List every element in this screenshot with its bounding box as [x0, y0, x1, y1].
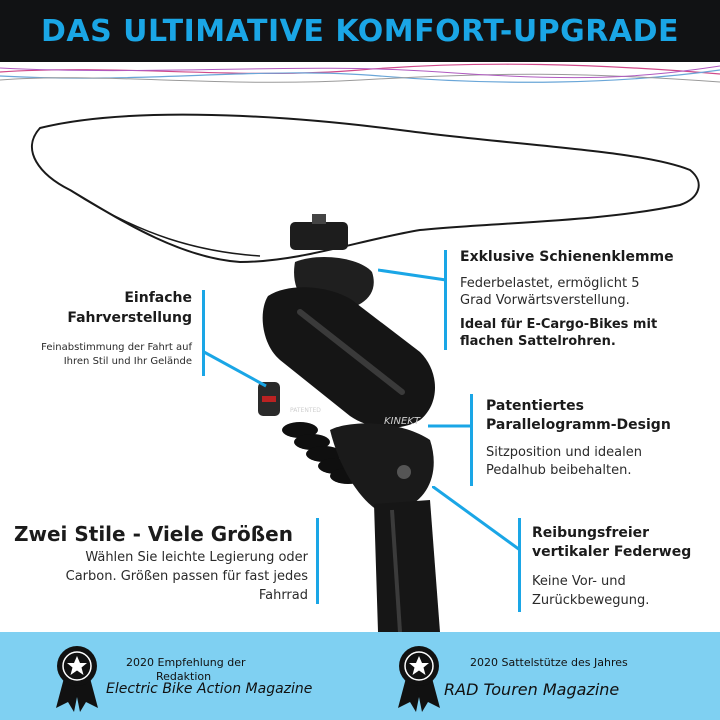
parallelogram-title-2: Parallelogramm-Design [486, 417, 671, 433]
adjust-text-2: Ihren Stil und Ihr Gelände [63, 356, 192, 367]
award-title-line1: 2020 Sattelstütze des Jahres [470, 656, 628, 669]
adjust-text-1: Feinabstimmung der Fahrt auf [41, 342, 192, 353]
clamp-callout-bar [444, 250, 447, 350]
styles-callout-bar [316, 518, 319, 604]
styles-text-2: Carbon. Größen passen für fast jedes [65, 569, 308, 584]
travel-callout-line [432, 486, 522, 556]
page-title: DAS ULTIMATIVE KOMFORT-UPGRADE [40, 14, 680, 49]
award-item [0, 632, 360, 720]
adjust-title-1: Einfache [124, 290, 192, 306]
travel-title-2: vertikaler Federweg [532, 544, 692, 560]
award-magazine: RAD Touren Magazine [444, 680, 620, 699]
clamp-text-4: flachen Sattelrohren. [460, 334, 616, 349]
clamp-text-1: Federbelastet, ermöglicht 5 [460, 276, 640, 291]
travel-title-1: Reibungsfreier [532, 525, 650, 541]
parallelogram-text-1: Sitzposition und idealen [486, 445, 642, 460]
award-medal-icon [54, 642, 100, 712]
clamp-callout-line [378, 266, 448, 286]
travel-text-2: Zurückbewegung. [532, 593, 650, 608]
parallelogram-callout-bar [470, 394, 473, 486]
award-medal-icon [396, 642, 442, 712]
award-title-line2: Redaktion [156, 670, 212, 683]
award-magazine: Electric Bike Action Magazine [106, 681, 313, 697]
styles-text-3: Fahrrad [258, 588, 308, 603]
patent-label: PATENTED [290, 407, 321, 414]
brand-label: KINEKT [384, 416, 420, 427]
adjust-title-2: Fahrverstellung [67, 310, 192, 326]
adjust-callout-line [204, 350, 268, 390]
styles-text-1: Wählen Sie leichte Legierung oder [85, 550, 308, 565]
styles-title: Zwei Stile - Viele Größen [14, 522, 293, 546]
award-title-line1: 2020 Empfehlung der [126, 656, 246, 669]
clamp-text-3: Ideal für E-Cargo-Bikes mit [460, 317, 658, 332]
awards-footer [0, 632, 720, 720]
parallelogram-text-2: Pedalhub beibehalten. [486, 463, 632, 478]
clamp-text-2: Grad Vorwärtsverstellung. [460, 293, 630, 308]
clamp-title: Exklusive Schienenklemme [460, 249, 674, 265]
parallelogram-callout-line [428, 420, 474, 432]
decorative-waves [0, 62, 720, 100]
travel-text-1: Keine Vor- und [532, 574, 626, 589]
parallelogram-title-1: Patentiertes [486, 398, 584, 414]
award-item [360, 632, 720, 720]
